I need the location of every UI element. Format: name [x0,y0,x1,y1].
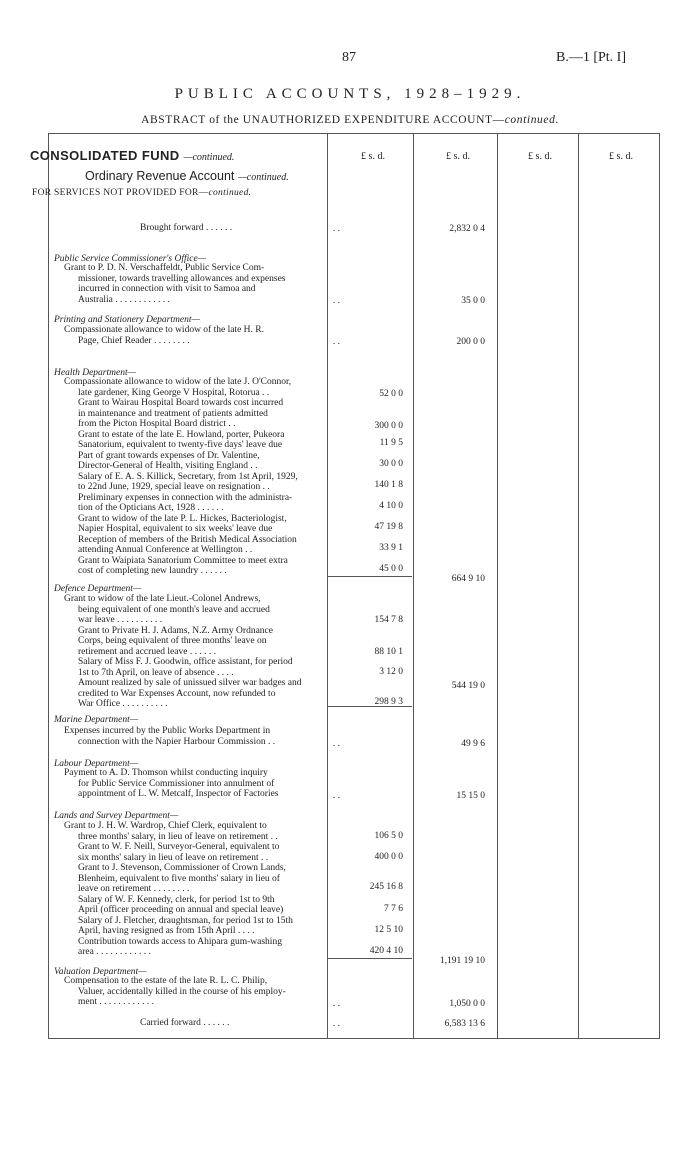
column-header-1: £ s. d. [361,151,385,162]
printing-total: 200 0 0 [456,337,485,347]
entry-line: Valuer, accidentally killed in the course of his employ- [78,986,286,997]
line-amount: 12 5 10 [374,925,403,935]
entry-line: Amount realized by sale of unissued silver war badges and [78,678,302,688]
entry-line: six months' salary in lieu of leave on retirement . . [78,852,269,863]
entry-line: Grant to widow of the late Lieut.-Colonel Andrews, [64,594,261,604]
entry-line: in maintenance and treatment of patients admitted [78,408,268,419]
line-amount: 47 19 8 [374,522,403,532]
labour-total: 15 15 0 [456,791,485,801]
subtitle-continued: continued. [504,114,559,126]
entry-line: for Public Service Commissioner into annulment of [78,778,275,789]
entry-line: Grant to W. F. Neill, Surveyor-General, equivalent to [78,842,280,852]
services-heading [32,188,320,198]
entry-line: 1st to 7th April, on leave of absence . . . . [78,667,234,678]
account-continued: —continued. [237,172,289,183]
dept-heading-health: Health Department— [54,368,137,378]
line-amount: 298 9 3 [374,697,403,707]
fund-continued: —continued. [183,152,235,163]
entry-line: Salary of J. Fletcher, draughtsman, for period 1st to 15th [78,915,293,926]
entry-line: Compensation to the estate of the late R. L. C. Philip, [64,976,268,986]
brought-forward-label: Brought forward . . . . . . [140,223,233,233]
entry-line: Grant to Wairau Hospital Board towards cost incurred [78,398,284,408]
entry-line: attending Annual Conference at Wellington . . [78,545,253,555]
entry-line: Grant to J. H. W. Wardrop, Chief Clerk, equivalent to [64,821,267,831]
lands-total: 1,191 19 10 [439,956,485,966]
dept-heading-defence: Defence Department— [54,584,142,594]
line-amount: 4 10 0 [379,501,403,511]
valuation-total: 1,050 0 0 [449,999,485,1009]
entry-line: Napier Hospital, equivalent to six weeks' leave due [78,524,273,534]
line-amount: 45 0 0 [379,564,403,574]
fund-name: CONSOLIDATED FUND [30,148,180,163]
account-name: Ordinary Revenue Account [85,169,235,183]
dept-heading-printing: Printing and Stationery Department— [54,315,200,325]
entry-line: war leave . . . . . . . . . . [78,615,163,625]
entry-line: cost of completing new laundry . . . . . . [78,566,227,576]
entry-line: Compassionate allowance to widow of the late J. O'Connor, [64,377,292,387]
page-subtitle [0,114,700,126]
column-rule-2 [413,133,414,1038]
table-bottom-rule [48,1038,660,1039]
entry-line: War Office . . . . . . . . . . [78,699,168,709]
line-amount: 140 1 8 [374,480,403,490]
services-label: FOR SERVICES NOT PROVIDED FOR— [32,188,209,198]
entry-line: Compassionate allowance to widow of the late H. R. [64,325,264,335]
services-continued: continued. [208,188,252,198]
column-rule-3 [497,133,498,1038]
line-amount: 52 0 0 [379,389,403,399]
defence-subtotal-rule [328,706,412,707]
entry-line: Salary of Miss F. J. Goodwin, office assistant, for period [78,657,293,667]
line-amount: 420 4 10 [369,946,403,956]
entry-line: Corps, being equivalent of three months' leave on [78,636,267,646]
line-amount: 400 0 0 [374,852,403,862]
entry-line: appointment of L. W. Metcalf, Inspector of Factories [78,789,279,799]
entry-line: ment . . . . . . . . . . . . [78,997,154,1007]
entry-line: Australia . . . . . . . . . . . . [78,294,170,305]
entry-line: Salary of E. A. S. Killick, Secretary, from 1st April, 1929, [78,471,298,482]
page-header [0,50,700,70]
public-service-total: 35 0 0 [461,296,485,306]
entry-line: Reception of members of the British Medical Association [78,534,297,545]
entry-line: retirement and accrued leave . . . . . . [78,646,216,657]
entry-line: connection with the Napier Harbour Commission . . [78,736,276,747]
entry-line: leave on retirement . . . . . . . . [78,884,190,894]
entry-line: Expenses incurred by the Public Works Department in [64,726,271,736]
entry-line: area . . . . . . . . . . . . [78,947,151,957]
entry-line: Payment to A. D. Thomson whilst conducting inquiry [64,768,268,778]
line-amount: 245 16 8 [369,882,403,892]
entry-line: late gardener, King George V Hospital, Rotorua . . [78,387,270,398]
entry-line: Grant to widow of the late P. L. Hickes, Bacteriologist, [78,513,287,524]
dept-heading-labour: Labour Department— [54,759,139,769]
entry-line: tion of the Opticians Act, 1928 . . . . . . [78,503,224,513]
carried-forward-label: Carried forward . . . . . . [140,1018,230,1028]
dept-heading-marine: Marine Department— [54,715,139,725]
column-header-4: £ s. d. [609,151,633,162]
entry-line: Sanatorium, equivalent to twenty-five days' leave due [78,440,283,450]
line-amount: 300 0 0 [374,421,403,431]
column-rule-4 [578,133,579,1038]
entry-line: Part of grant towards expenses of Dr. Valentine, [78,450,260,461]
marine-dots: . . [332,739,340,749]
entry-line: incurred in connection with visit to Samoa and [78,284,256,294]
line-amount: 7 7 6 [384,904,403,914]
entry-line: Grant to Private H. J. Adams, N.Z. Army Ordnance [78,625,273,636]
entry-line: missioner, towards travelling allowances and expenses [78,273,286,284]
column-header-3: £ s. d. [528,151,552,162]
line-amount: 30 0 0 [379,459,403,469]
line-amount: 11 9 5 [379,438,403,448]
public-service-dots: . . [332,296,340,306]
entry-line: Salary of W. F. Kennedy, clerk, for period 1st to 9th [78,894,275,905]
table-left-rule [48,133,49,1038]
entry-line: being equivalent of one month's leave and accrued [78,604,270,615]
entry-line: Grant to P. D. N. Verschaffeldt, Public Service Com- [64,263,265,273]
column-rule-1 [327,133,328,1038]
brought-forward-dots: . . [332,224,340,234]
dept-heading-lands: Lands and Survey Department— [54,811,179,821]
page-title: PUBLIC ACCOUNTS, 1928–1929. [174,86,526,102]
page-number: 87 [342,50,356,65]
carried-forward-dots: . . [332,1019,340,1029]
line-amount: 106 5 0 [374,831,403,841]
table-top-rule [48,133,660,134]
entry-line: Page, Chief Reader . . . . . . . . [78,335,190,346]
entry-line: from the Picton Hospital Board district . . [78,419,236,429]
line-amount: 3 12 0 [379,667,403,677]
entry-line: April (officer proceeding on annual and special leave) [78,905,284,915]
column-header-2: £ s. d. [446,151,470,162]
brought-forward-total: 2,832 0 4 [449,224,485,234]
entry-line: credited to War Expenses Account, now refunded to [78,688,276,699]
fund-title [30,148,320,163]
entry-line: three months' salary, in lieu of leave on retirement . . [78,831,278,842]
line-amount: 33 9 1 [379,543,403,553]
entry-line: Contribution towards access to Ahipara gum-washing [78,936,282,947]
marine-total: 49 9 6 [461,739,485,749]
entry-line: Director-General of Health, visiting England . . [78,461,258,471]
entry-line: Grant to J. Stevenson, Commissioner of Crown Lands, [78,863,286,873]
document-reference: B.—1 [Pt. I] [556,50,626,65]
health-subtotal-rule [328,576,412,577]
table-right-rule [659,133,660,1038]
valuation-dots: . . [332,999,340,1009]
health-total: 664 9 10 [451,574,485,584]
printing-dots: . . [332,337,340,347]
line-amount: 154 7 8 [374,615,403,625]
entry-line: April, having resigned as from 15th April . . . . [78,926,255,936]
dept-heading-public-service: Public Service Commissioner's Office— [54,254,207,264]
entry-line: Blenheim, equivalent to five months' salary in lieu of [78,873,280,884]
defence-total: 544 19 0 [451,681,485,691]
carried-forward-total: 6,583 13 6 [444,1019,485,1029]
line-amount: 88 10 1 [374,647,403,657]
labour-dots: . . [332,791,340,801]
table-heading [30,148,320,198]
lands-subtotal-rule [328,958,412,959]
entry-line: Preliminary expenses in connection with the administra- [78,492,293,503]
dept-heading-valuation: Valuation Department— [54,967,147,977]
entry-line: Grant to Waipiata Sanatorium Committee to meet extra [78,555,288,566]
subtitle-main: ABSTRACT of the UNAUTHORIZED EXPENDITURE ACCOUNT— [141,114,505,126]
entry-line: Grant to estate of the late E. Howland, porter, Pukeora [78,429,285,440]
entry-line: to 22nd June, 1929, special leave on resignation . . [78,482,270,492]
account-title [85,169,320,183]
